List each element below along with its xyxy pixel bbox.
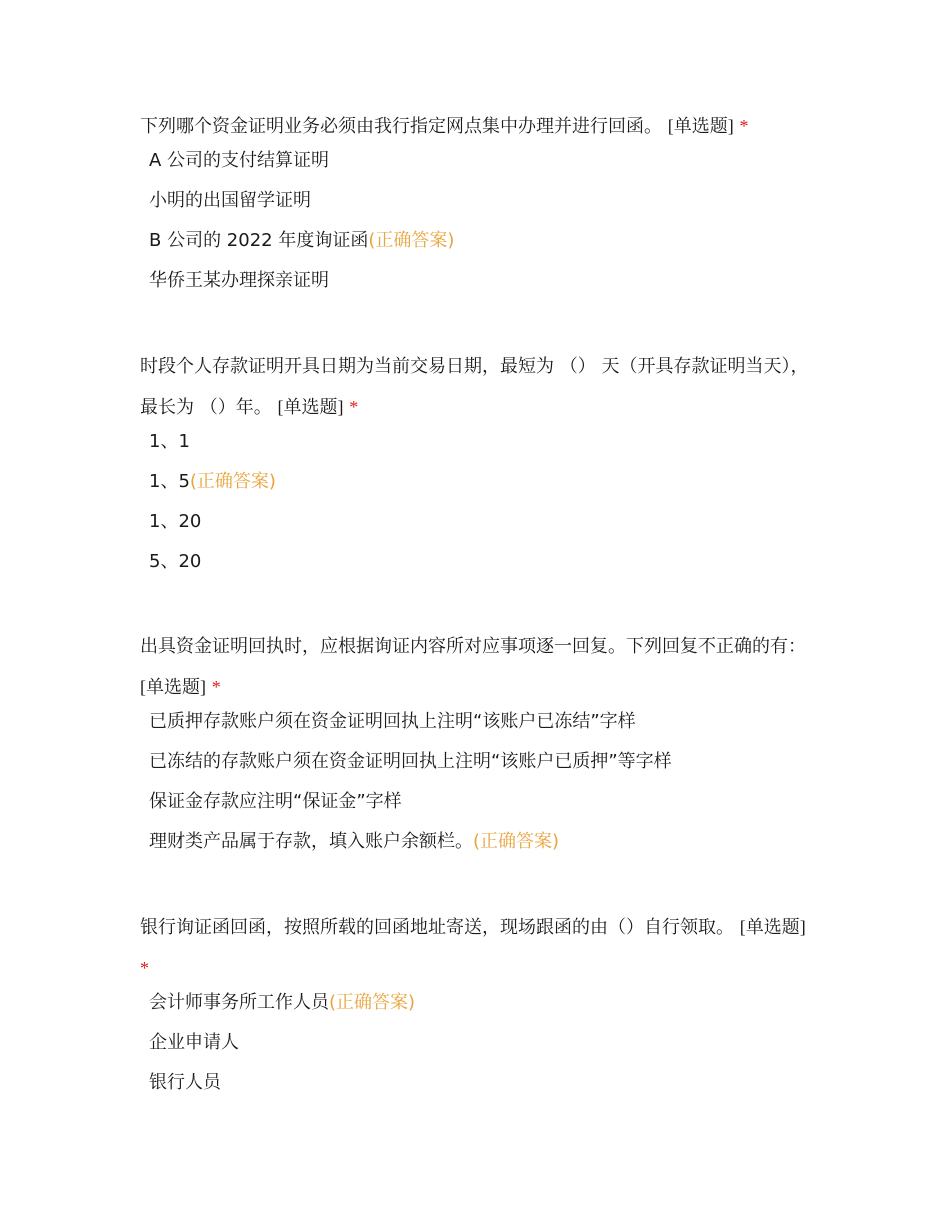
option-label: 保证金存款应注明“保证金”字样 — [149, 791, 402, 812]
option-label: 华侨王某办理探亲证明 — [149, 270, 329, 291]
option-label: 小明的出国留学证明 — [149, 190, 311, 211]
option-label: 企业申请人 — [149, 1032, 239, 1053]
question-prompt: 时段个人存款证明开具日期为当前交易日期，最短为 （） 天（开具存款证明当天），最长为 （）年。 — [140, 356, 809, 418]
question-prompt: 出具资金证明回执时，应根据询证内容所对应事项逐一回复。下列回复不正确的有： — [140, 636, 806, 657]
correct-answer-note: (正确答案) — [473, 831, 560, 852]
option-label: 会计师事务所工作人员 — [149, 992, 329, 1013]
option-list — [140, 712, 810, 852]
question-1 — [140, 106, 810, 311]
question-2 — [140, 347, 810, 592]
option-item[interactable] — [149, 512, 810, 532]
correct-answer-note: (正确答案) — [189, 471, 276, 492]
option-item[interactable] — [149, 191, 810, 211]
option-label: 5、20 — [149, 551, 202, 572]
question-text — [140, 627, 810, 708]
required-mark: * — [211, 677, 221, 697]
question-4 — [140, 907, 810, 1113]
option-item[interactable] — [149, 752, 810, 772]
option-label: A 公司的支付结算证明 — [149, 150, 330, 171]
option-list — [140, 432, 810, 572]
option-item[interactable] — [149, 271, 810, 291]
required-mark: * — [739, 116, 749, 136]
question-3 — [140, 627, 810, 872]
option-label: 1、5 — [149, 471, 190, 492]
option-item[interactable] — [149, 432, 810, 452]
option-item[interactable] — [149, 792, 810, 812]
question-prompt: 银行询证函回函，按照所载的回函地址寄送，现场跟函的由（）自行领取。 — [140, 917, 734, 938]
correct-answer-note: (正确答案) — [368, 230, 455, 251]
question-text — [140, 907, 810, 989]
question-prompt: 下列哪个资金证明业务必须由我行指定网点集中办理并进行回函。 — [140, 116, 662, 137]
option-label: B 公司的 2022 年度询证函 — [149, 230, 369, 251]
option-item[interactable] — [149, 472, 810, 492]
option-label: 1、1 — [149, 431, 190, 452]
option-label: 已冻结的存款账户须在资金证明回执上注明“该账户已质押”等字样 — [149, 751, 672, 772]
option-item[interactable] — [149, 1073, 810, 1093]
question-text — [140, 106, 810, 147]
option-item[interactable] — [149, 832, 810, 852]
question-text — [140, 347, 810, 428]
question-type-tag: [单选题] — [277, 397, 344, 417]
required-mark: * — [140, 958, 149, 978]
option-item[interactable] — [149, 712, 810, 732]
option-list — [140, 993, 810, 1093]
option-item[interactable] — [149, 993, 810, 1013]
option-item[interactable] — [149, 552, 810, 572]
option-label: 理财类产品属于存款，填入账户余额栏。 — [149, 831, 473, 852]
option-label: 银行人员 — [149, 1072, 221, 1093]
option-label: 已质押存款账户须在资金证明回执上注明“该账户已冻结”字样 — [149, 711, 636, 732]
option-list — [140, 151, 810, 291]
option-item[interactable] — [149, 231, 810, 251]
option-label: 1、20 — [149, 511, 202, 532]
correct-answer-note: (正确答案) — [329, 992, 416, 1013]
option-item[interactable] — [149, 151, 810, 171]
option-item[interactable] — [149, 1033, 810, 1053]
question-type-tag: [单选题] — [667, 116, 734, 136]
question-type-tag: [单选题] — [140, 677, 206, 697]
required-mark: * — [349, 397, 359, 417]
question-type-tag: [单选题] — [739, 917, 806, 937]
